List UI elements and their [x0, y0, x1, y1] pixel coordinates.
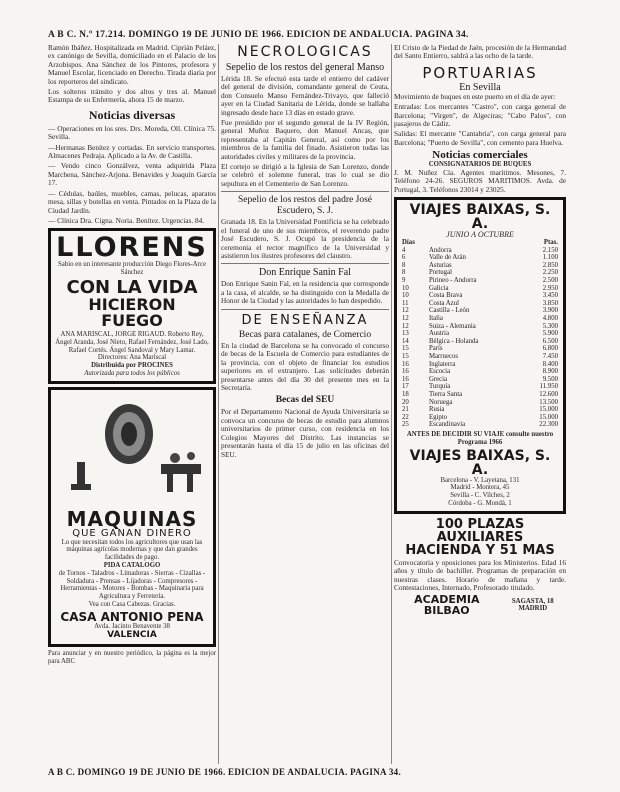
rate-price: 2.250 — [542, 269, 558, 277]
rate-row — [401, 254, 559, 262]
rate-days: 15 — [402, 352, 409, 360]
rate-days: 16 — [402, 368, 409, 376]
rate-row — [401, 361, 559, 369]
rate-destination: Suiza - Alemania — [428, 322, 476, 330]
rate-destination: Andorra — [428, 246, 452, 254]
rate-price: 5.300 — [542, 322, 558, 330]
rate-days: 12 — [402, 307, 409, 315]
rate-destination: Escandinavia — [428, 421, 466, 429]
office-line: Madrid - Montera, 45 — [450, 484, 510, 492]
section-subtitle: En Sevilla — [459, 81, 501, 93]
article-headline: Becas para catalanes, de Comercio — [238, 329, 372, 340]
rate-days: 6 — [402, 254, 406, 262]
rate-destination: Turquía — [428, 383, 451, 391]
footer-note: Para anunciar y en nuestro periódico, la página es la mejor para ABC — [48, 649, 216, 666]
notice-item: — Cédulas, baúles, muebles, camas, pelucas, aparatos mesa, sillas y botellas en venta. Pintados en la Plaza de la Ciudad Jardín. — [48, 188, 216, 215]
rate-row — [401, 406, 559, 414]
maquinas-city: VALENCIA — [107, 629, 157, 640]
rate-price: 2.850 — [542, 261, 558, 269]
rate-destination: Valle de Arán — [428, 254, 466, 262]
office-line: Sevilla - C. Vilches, 2 — [450, 492, 510, 500]
column-center — [221, 44, 389, 764]
necrologicas-title: NECROLOGICAS — [237, 44, 373, 60]
llorens-brand: LLORENS — [56, 232, 208, 264]
notice-item: —Hermanas Benítez y cortadas. En servicio transportes. Almacenes Pedraja. Aplicado a la Av. de Castilla. — [48, 142, 216, 161]
rate-days: 18 — [402, 390, 409, 398]
rate-price: 3.850 — [542, 299, 558, 307]
divider — [221, 263, 389, 264]
rate-days: 14 — [402, 337, 409, 345]
rate-destination: París — [428, 345, 443, 353]
rate-destination: Bélgica - Holanda — [428, 337, 479, 345]
plazas-text: Convocatoria y oposiciones para los Ministerios. Edad 16 años y título de bachiller. Programas de preparación en nuestras clases. Horario de mañana y tarde. Contestaciones, Internado, Profesorado titulado. — [394, 557, 566, 592]
section-subtitle: CONSIGNATARIOS DE BUQUES — [428, 161, 532, 169]
maquinas-title: MAQUINAS — [66, 506, 198, 531]
rate-row — [401, 338, 559, 346]
rate-destination: Pirineo - Andorra — [428, 277, 477, 285]
divider — [221, 191, 389, 192]
maquinas-list: de Tornos - Taladros - Limadoras - Sierras - Cizallas - Soldadura - Prensas - Lijadoras - Compresores - Herramientas - Motores - Bombas - Maquinaria para Agricultura y Ferretería. — [58, 569, 206, 601]
rate-price: 7.450 — [542, 352, 558, 360]
rate-price: 6.500 — [542, 337, 558, 345]
article-text: Lérida 18. Se efectuó esta tarde el entierro del cadáver del general de división, comandante general de Ceuta, don Consuelo Manso Fernández-Trivayo, que falleció ayer en la Ciudad Sanitaria de Lérida, donde se hallaba ingresado desde hace 13 días en estado grave. — [221, 74, 389, 117]
rate-days: 13 — [402, 330, 409, 338]
rate-destination: Asturias — [428, 261, 452, 269]
rate-days: 12 — [402, 322, 409, 330]
rate-destination: Noruega — [428, 398, 453, 406]
plazas-title-line1: 100 PLAZAS AUXILIARES — [435, 516, 525, 545]
rate-price: 5.900 — [542, 330, 558, 338]
rate-price: 12.600 — [539, 390, 558, 398]
llorens-ad — [48, 228, 216, 383]
rate-price: 8.400 — [542, 360, 558, 368]
film-cast: ANA MARISCAL, JORGE RIGAUD. Roberto Rey, Ángel Aranda, José Nieto, Rafael Fernández, José Lado, Rafael Cortés. Ángel Sandoval y Mary Lamar. — [55, 330, 209, 354]
maquinas-ad — [48, 387, 216, 647]
film-title-line2: HICIERON FUEGO — [88, 294, 176, 330]
article-text: Los solteros tránsito y dos altos y tres al. Manuel Estampa de su Enfermería, ahora 15 de marzo. — [48, 87, 216, 105]
viajes-dates: JUNIO A OCTUBRE — [446, 230, 514, 240]
rate-days: 15 — [402, 345, 409, 353]
film-distributor: Distribuida por PROCINES — [91, 362, 173, 370]
rate-row — [401, 292, 559, 300]
page-header: A B C. N.º 17.214. DOMINGO 19 DE JUNIO DE 1966. EDICION DE ANDALUCIA. PAGINA 34. — [48, 30, 469, 40]
rate-row — [401, 376, 559, 384]
rate-destination: Egipto — [428, 413, 448, 421]
article-text: Fue presidido por el segundo general de la IV Región, general Muñoz Baquero, don Manuel Ancas, que representaba al Capitán General, así como por los miembros de la familia del finado. Asistieron todas las autoridades civiles y militares de la provincia. — [221, 118, 389, 161]
article-text: Por el Departamento Nacional de Ayuda Universitaria se convoca un concurso de becas de estudio para alumnos universitarios de primer curso, con residencia en los Colegios Mayores del Distrito. Las instancias se presentarán hasta el día 15 de julio en las oficinas del SEU. — [221, 407, 389, 459]
rate-price: 1.100 — [542, 254, 558, 262]
section-title: Noticias diversas — [88, 107, 176, 122]
article-text: Granada 18. En la Universidad Pontificia se ha celebrado el funeral de uno de sus miembros, el reverendo padre José Escudero, S. J. Ocupó la presidencia de la ceremonia el rector magnífico de la Universidad y asistieron los ilustres profesores del claustro. — [221, 217, 389, 260]
rate-destination: Italia — [428, 315, 443, 322]
ensenanza-title: DE ENSEÑANZA — [241, 312, 369, 328]
rate-row — [401, 391, 559, 399]
rate-days: 25 — [402, 421, 409, 429]
rate-row — [401, 247, 559, 255]
rate-days: 20 — [402, 398, 409, 406]
rate-days: 10 — [402, 292, 409, 300]
column-divider — [218, 44, 219, 764]
rate-days: 16 — [402, 375, 409, 383]
article-text: J. M. Nuñez Cía. Agentes marítimos. Mesones, 7. Teléfono 24-26. SEGUROS MARITIMOS. Avda. de Portugal, 3. Teléfonos 23014 y 23025. — [394, 168, 566, 194]
rate-days: 4 — [402, 246, 406, 254]
rate-row — [401, 277, 559, 285]
article-text: El Cristo de la Piedad de Jaén, procesión de la Hermandad del Santo Entierro, saldrá a las ocho de la tarde. — [394, 44, 566, 61]
article-headline: Sepelio de los restos del general Manso — [225, 62, 385, 73]
section-title: Noticias comerciales — [432, 149, 528, 162]
rate-destination: Castilla - León — [428, 307, 470, 315]
maquinas-desc: Lo que necesitan todos los agricultores que usan las máquinas agrícolas modernas y que dan grandes facilidades de pago. — [61, 538, 203, 562]
article-text: En la ciudad de Barcelona se ha convocado el concurso de becas de la Escuela de Comercio para estudiantes de la provincia, con el objeto de financiar los estudios superiores en el extranjero. Las solicitudes deberán presentarse antes del día 30 del presente mes en la Secretaría. — [221, 341, 389, 393]
rate-row — [401, 300, 559, 308]
office-line: Barcelona - V. Layetana, 131 — [440, 476, 520, 484]
rate-price: 2.150 — [542, 246, 558, 254]
rate-price: 15.000 — [539, 413, 558, 421]
notice-item: — Vendo cinco Gonzálvez, venta adquirida Plaza Marchena, Sánchez-Arjona. Benavides y Joaquín García 17. — [48, 161, 216, 188]
notice-item: — Clínica Dra. Cigna. Noria. Benítez. Urgencias. 84. — [48, 215, 205, 225]
rate-days: 9 — [402, 277, 406, 285]
ad-intro: Sabio en un interesante producción Diego Flores-Arce Sánchez — [58, 261, 206, 277]
rate-destination: Tierra Santa — [428, 390, 463, 398]
rate-row — [401, 330, 559, 338]
rate-row — [401, 262, 559, 270]
rate-days: 16 — [402, 360, 409, 368]
column-header: Ptas. — [543, 239, 558, 247]
maquinas-subtitle: QUE GANAN DINERO — [72, 527, 192, 539]
plazas-ad — [394, 518, 566, 617]
rate-price: 4.800 — [542, 315, 558, 322]
rate-row — [401, 399, 559, 407]
rate-row — [401, 368, 559, 376]
rate-price: 3.900 — [542, 307, 558, 315]
viajes-brand: VIAJES BAIXAS, S. A. — [409, 202, 551, 233]
rate-days: 8 — [402, 261, 406, 269]
article-headline: Becas del SEU — [275, 395, 335, 406]
maquinas-catalog: PIDA CATALOGO — [103, 562, 161, 570]
film-title-line1: CON LA VIDA — [66, 276, 198, 298]
page-footer: A B C. DOMINGO 19 DE JUNIO DE 1966. EDICION DE ANDALUCIA. PAGINA 34. — [48, 767, 402, 777]
rate-row — [401, 285, 559, 293]
rate-price: 2.500 — [542, 277, 558, 285]
maquinas-contact: Vea con Casa Cabezas. Gracias. — [88, 601, 176, 609]
article-headline: Sepelio de los restos del padre José Escudero, S. J. — [237, 195, 373, 216]
column-header: Días — [402, 239, 415, 247]
rate-price: 11.950 — [539, 383, 558, 391]
rate-destination: Rusia — [428, 406, 445, 414]
rate-days: 10 — [402, 284, 409, 292]
rate-price: 22.300 — [539, 421, 558, 429]
article-text: Ramón Ibáñez. Hospitalizada en Madrid. Ciprián Peláez, ex canónigo de Sevilla, domiciliado en el Palacio de los Arzobispos. Ana Sánchez de los Pintores, profesora y Manuel Escolar, licenciado en Derecho. Tirada diaria por los reporteros del sindicato. — [48, 44, 216, 86]
article-text: El cortejo se dirigió a la Iglesia de San Lorenzo, donde se celebró el solemne funeral, tras lo cual se dio sepultura en el Cementerio de San Lorenzo. — [221, 162, 389, 188]
rate-row — [401, 323, 559, 331]
maquinas-company: CASA ANTONIO PENA — [60, 609, 204, 624]
rate-price: 6.800 — [542, 345, 558, 353]
office-line: Córdoba - G. Mondá, 1 — [448, 499, 512, 507]
rate-destination: Costa Brava — [428, 292, 463, 300]
rate-days: 8 — [402, 269, 406, 277]
rate-days: 17 — [402, 383, 409, 391]
rate-destination: Grecia — [428, 375, 448, 383]
rate-days: 21 — [402, 406, 409, 414]
rate-days: 22 — [402, 413, 409, 421]
academy-name: ACADEMIA BILBAO — [414, 593, 480, 618]
machine-illustration — [55, 394, 209, 504]
rate-destination: Marruecos — [428, 352, 459, 360]
article-text: Entradas: Los mercantes "Castro", con carga general de Barcelona; "Virgen", de Algeciras; "Cabo Palos", con pasajeros de Cádiz. — [394, 102, 566, 129]
rate-row — [401, 269, 559, 277]
article-text: Salidas: El mercante "Cantabria", con carga general para Barcelona; "Puerto de Sevilla", con cemento para Huelva. — [394, 129, 566, 147]
divider — [221, 309, 389, 310]
portuarias-title: PORTUARIAS — [422, 63, 538, 82]
rate-row — [401, 421, 559, 429]
rate-destination: Costa Azul — [428, 299, 459, 307]
rate-row — [401, 353, 559, 361]
rate-destination: Portugal — [428, 269, 452, 277]
rates-table — [401, 239, 559, 429]
rate-row — [401, 315, 559, 323]
rate-price: 9.500 — [542, 375, 558, 383]
rate-price: 15.000 — [539, 406, 558, 414]
academy-address: SAGASTA, 18 MADRID — [511, 597, 554, 613]
film-director: Directores: Ana Mariscal — [97, 354, 167, 362]
rate-days: 12 — [402, 315, 409, 322]
rate-row — [401, 414, 559, 422]
viajes-baixas-ad — [394, 197, 566, 513]
rate-days: 11 — [402, 299, 409, 307]
article-text: Movimiento de buques en este puerto en el día de ayer: — [394, 91, 556, 101]
rate-price: 3.450 — [542, 292, 558, 300]
rate-price: 8.900 — [542, 368, 558, 376]
rate-destination: Escocia — [428, 368, 451, 376]
rate-destination: Inglaterra — [428, 360, 456, 368]
plazas-title-line2: HACIENDA Y 51 MAS — [405, 542, 555, 558]
rate-price: 13.500 — [539, 398, 558, 406]
rate-destination: Austria — [428, 330, 449, 338]
viajes-brand-footer: VIAJES BAIXAS, S. A. — [409, 447, 551, 478]
rate-destination: Galicia — [428, 284, 449, 292]
maquinas-address: Avda. Jacinto Benavente 38 — [94, 622, 170, 630]
column-left — [48, 44, 216, 764]
notice-item: — Operaciones en los sres. Drs. Moreda, Oll. Clínica 75. Sevilla. — [48, 123, 216, 142]
article-text: Don Enrique Sanin Fal, en la residencia que corresponde a la casa, el alcalde, se ha distinguido con la Medalla de Honor de la Ciudad y las autoridades lo han despedido. — [221, 279, 389, 306]
rate-price: 2.950 — [542, 284, 558, 292]
viajes-note: ANTES DE DECIDIR SU VIAJE consulte nuestro Programa 1966 — [406, 430, 554, 446]
article-headline: Don Enrique Sanin Fal — [259, 267, 351, 279]
rate-row — [401, 345, 559, 353]
column-divider — [391, 44, 392, 764]
film-rating: Autorizada para todos los públicos — [84, 369, 180, 377]
rate-row — [401, 383, 559, 391]
column-right — [394, 44, 566, 764]
rate-row — [401, 307, 559, 315]
